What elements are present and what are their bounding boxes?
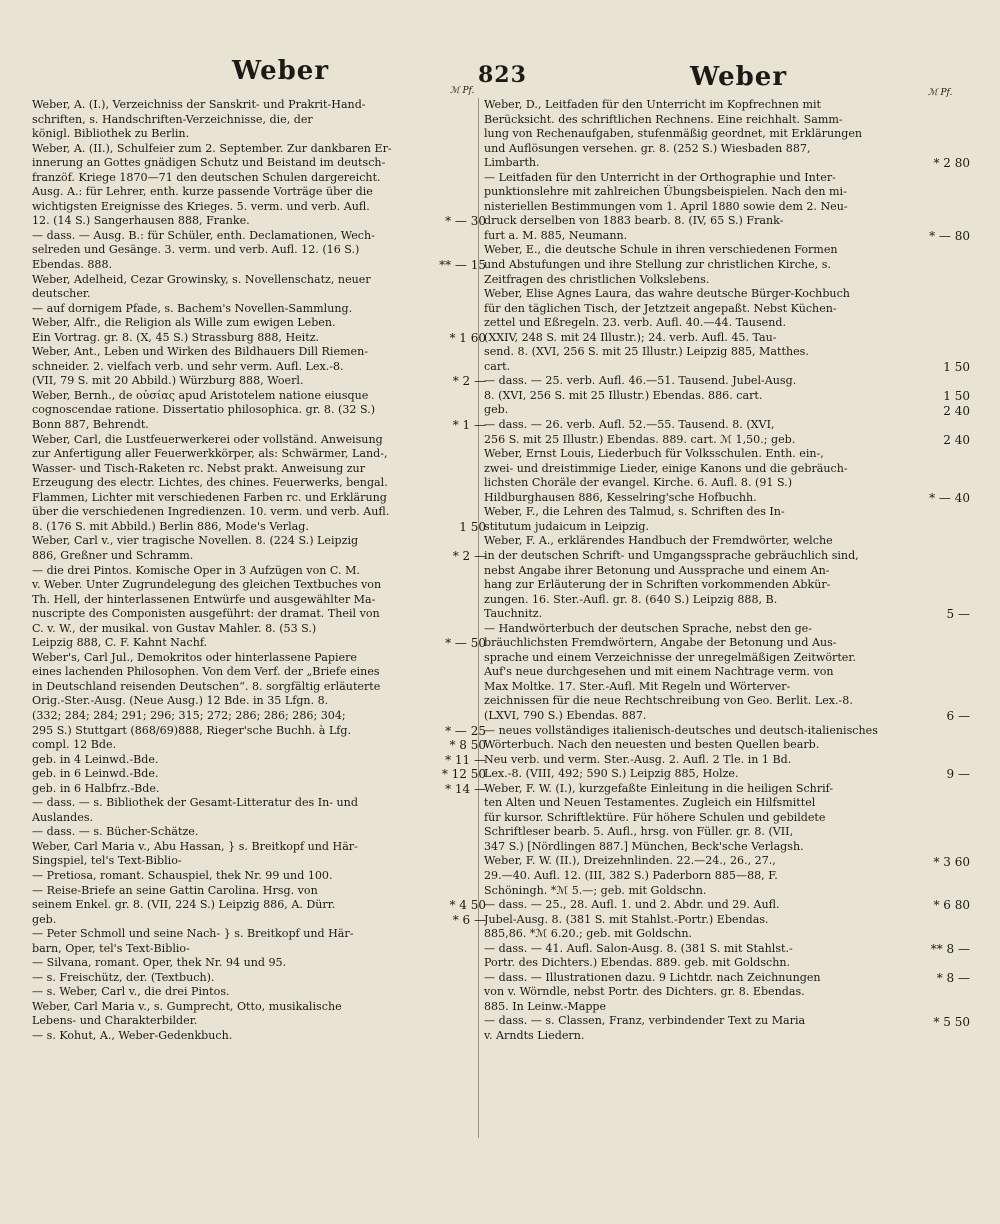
catalog-line: Weber, Carl, die Lustfeuerwerkerei oder vollständ. Anweisung — [32, 432, 383, 446]
catalog-line: — Pretiosa, romant. Schauspiel, thek Nr. 99 und 100. — [32, 868, 333, 882]
catalog-line: — Silvana, romant. Oper, thek Nr. 94 und 95. — [32, 956, 287, 970]
price-entry: * 5 50 — [933, 1014, 970, 1029]
catalog-line: v. Arndts Liedern. — [484, 1029, 585, 1042]
catalog-line: nisteriellen Bestimmungen vom 1. April 1880 sowie dem 2. Neu- — [484, 199, 848, 213]
catalog-line: nuscripte des Componisten ausgeführt: der dramat. Theil von — [32, 607, 380, 621]
catalog-line: barn, Oper, tel's Text-Biblio- — [32, 941, 190, 955]
catalog-line: ten Alten und Neuen Testamentes. Zugleich ein Hilfsmittel — [484, 796, 816, 810]
catalog-line: 885. In Leinw.-Mappe — [484, 999, 607, 1013]
catalog-line: — dass. — 25., 28. Aufl. 1. und 2. Abdr. und 29. Aufl. — [484, 898, 780, 912]
catalog-line: Orig.-Ster.-Ausg. (Neue Ausg.) 12 Bde. in 35 Lfgn. 8. — [32, 694, 329, 708]
catalog-line: 885,86. *ℳ 6.20.; geb. mit Goldschn. — [484, 927, 693, 941]
catalog-line: bräuchlichsten Fremdwörtern, Angabe der Betonung und Aus- — [484, 636, 837, 650]
catalog-line: zwei- und dreistimmige Lieder, einige Kanons und die gebräuch- — [484, 461, 848, 475]
catalog-line: 347 S.) [Nördlingen 887.] München, Beck'sche Verlagsh. — [484, 839, 804, 853]
catalog-line: 29.—40. Aufl. 12. (III, 382 S.) Paderborn 885—88, F. — [484, 868, 778, 882]
catalog-line: schriften, s. Handschriften-Verzeichnisse, die, der — [32, 112, 313, 126]
price-entry: 2 40 — [943, 432, 970, 447]
catalog-line: zettel und Eßregeln. 23. verb. Aufl. 40.—44. Tausend. — [484, 316, 786, 330]
catalog-line: geb. — [32, 912, 57, 926]
catalog-line: Neu verb. und verm. Ster.-Ausg. 2. Aufl. 2 Tle. in 1 Bd. — [484, 752, 792, 766]
catalog-line: — auf dornigem Pfade, s. Bachem's Novellen-Sammlung. — [32, 301, 353, 315]
catalog-line: Weber, E., die deutsche Schule in ihren verschiedenen Formen — [484, 243, 838, 257]
catalog-line: Weber, Alfr., die Religion als Wille zum ewigen Leben. — [32, 316, 336, 330]
catalog-line: Weber, Elise Agnes Laura, das wahre deutsche Bürger-Kochbuch — [484, 287, 850, 301]
price-entry: 2 40 — [943, 403, 970, 418]
catalog-line: Weber, F., die Lehren des Talmud, s. Schriften des In- — [484, 505, 785, 519]
catalog-line: für den täglichen Tisch, der Jetztzeit angepaßt. Nebst Küchen- — [484, 301, 837, 315]
catalog-line: Weber, Adelheid, Cezar Growinsky, s. Novellenschatz, neuer — [32, 272, 371, 286]
price-entry: ** 8 — — [930, 941, 970, 956]
catalog-line: zungen. 16. Ster.-Aufl. gr. 8. (640 S.) Leipzig 888, B. — [484, 592, 778, 606]
catalog-line: Th. Hell, der hinterlassenen Entwürfe und ausgewählter Ma- — [32, 592, 376, 606]
catalog-line: Weber, Ernst Louis, Liederbuch für Volksschulen. Enth. ein-, — [484, 447, 824, 461]
catalog-line: — dass. — s. Bücher-Schätze. — [32, 825, 199, 839]
catalog-line: stitutum judaicum in Leipzig. — [484, 519, 650, 533]
catalog-line: 12. (14 S.) Sangerhausen 888, Franke. — [32, 214, 250, 228]
price-entry: * 1 — — [452, 418, 486, 433]
catalog-line: Wasser- und Tisch-Raketen rc. Nebst prakt. Anweisung zur — [32, 461, 365, 475]
catalog-line: Hildburghausen 886, Kesselring'sche Hofbuchh. — [484, 490, 757, 504]
price-entry: * 8 50 — [449, 738, 486, 753]
catalog-line: Portr. des Dichters.) Ebendas. 889. geb. mit Goldschn. — [484, 956, 791, 970]
catalog-line: hang zur Erläuterung der in Schriften vorkommenden Abkür- — [484, 578, 831, 592]
catalog-line: Weber, Carl v., vier tragische Novellen. 8. (224 S.) Leipzig — [32, 534, 359, 548]
catalog-line: innerung an Gottes gnädigen Schutz und Beistand im deutsch- — [32, 156, 386, 170]
price-entry: 1 50 — [943, 359, 970, 374]
catalog-line: sprache und einem Verzeichnisse der unregelmäßigen Zeitwörter. — [484, 650, 856, 664]
catalog-line: 8. (176 S. mit Abbild.) Berlin 886, Mode's Verlag. — [32, 519, 309, 533]
catalog-line: — dass. — 25. verb. Aufl. 46.—51. Tausend. Jubel-Ausg. — [484, 374, 797, 388]
catalog-line: in der deutschen Schrift- und Umgangssprache gebräuchlich sind, — [484, 548, 859, 562]
page-number: 823 — [478, 62, 527, 88]
catalog-line: (VII, 79 S. mit 20 Abbild.) Würzburg 888, Woerl. — [32, 374, 304, 388]
catalog-line: — dass. — 41. Aufl. Salon-Ausg. 8. (381 S. mit Stahlst.- — [484, 941, 793, 955]
catalog-line: (XXIV, 248 S. mit 24 Illustr.); 24. verb. Aufl. 45. Tau- — [484, 330, 777, 344]
catalog-line: — dass. — 26. verb. Aufl. 52.—55. Tausend. 8. (XVI, — [484, 418, 775, 432]
price-entry: * 2 — — [452, 374, 486, 389]
catalog-line: geb. in 6 Leinwd.-Bde. — [32, 767, 159, 781]
catalog-line: Singspiel, tel's Text-Biblio- — [32, 854, 182, 868]
catalog-line: Weber's, Carl Jul., Demokritos oder hinterlassene Papiere — [32, 650, 357, 664]
price-entry: * 14 — — [445, 781, 486, 796]
catalog-line: Zeitfragen des christlichen Volkslebens. — [484, 272, 710, 286]
catalog-line: Ausg. A.: für Lehrer, enth. kurze passende Vorträge über die — [32, 185, 373, 199]
catalog-line: — die drei Pintos. Komische Oper in 3 Aufzügen von C. M. — [32, 563, 360, 577]
catalog-line: Schöningh. *ℳ 5.—; geb. mit Goldschn. — [484, 883, 707, 897]
catalog-line: — Leitfaden für den Unterricht in der Orthographie und Inter- — [484, 170, 836, 184]
catalog-line: Ein Vortrag. gr. 8. (X, 45 S.) Strassburg 888, Heitz. — [32, 330, 320, 344]
left-column — [32, 98, 462, 1044]
right-column — [484, 98, 910, 1044]
catalog-line: 256 S. mit 25 Illustr.) Ebendas. 889. cart. ℳ 1,50.; geb. — [484, 432, 796, 446]
price-entry: * — 25 — [445, 723, 486, 738]
price-entry: * 3 60 — [933, 854, 970, 869]
catalog-line: Weber, Ant., Leben und Wirken des Bildhauers Dill Riemen- — [32, 345, 369, 359]
price-entry: * 2 80 — [933, 156, 970, 171]
catalog-line: nebst Angabe ihrer Betonung und Aussprache und einem An- — [484, 563, 830, 577]
price-entry: ** — 15 — [439, 258, 486, 273]
catalog-line: cart. — [484, 359, 511, 373]
catalog-line: in Deutschland reisenden Deutschen“. 8. sorgfältig erläuterte — [32, 679, 381, 693]
catalog-line: — Handwörterbuch der deutschen Sprache, nebst den ge- — [484, 621, 812, 635]
catalog-line: Max Moltke. 17. Ster.-Aufl. Mit Regeln und Wörterver- — [484, 679, 791, 693]
catalog-line: Jubel-Ausg. 8. (381 S. mit Stahlst.-Portr.) Ebendas. — [484, 912, 769, 926]
price-entry: 5 — — [946, 607, 970, 622]
catalog-line: — Reise-Briefe an seine Gattin Carolina. Hrsg. von — [32, 883, 318, 897]
catalog-line: geb. in 6 Halbfrz.-Bde. — [32, 781, 160, 795]
catalog-line: Leipzig 888, C. F. Kahnt Nachf. — [32, 636, 208, 650]
catalog-line: Weber, F. W. (II.), Dreizehnlinden. 22.—24., 26., 27., — [484, 854, 776, 868]
catalog-line: Weber, D., Leitfaden für den Unterricht im Kopfrechnen mit — [484, 98, 821, 111]
catalog-line: Berücksicht. des schriftlichen Rechnens. Eine reichhalt. Samm- — [484, 112, 843, 126]
price-entry: * — 80 — [929, 228, 970, 243]
price-entry: 1 50 — [943, 389, 970, 403]
right-running-head: Weber — [690, 62, 788, 92]
price-entry: 1 50 — [459, 519, 486, 534]
catalog-line: C. v. W., der musikal. von Gustav Mahler. 8. (53 S.) — [32, 621, 317, 635]
catalog-line: lung von Rechenaufgaben, stufenmäßig geordnet, mit Erklärungen — [484, 127, 863, 141]
catalog-line: v. Weber. Unter Zugrundelegung des gleichen Textbuches von — [32, 578, 382, 592]
catalog-line: deutscher. — [32, 287, 91, 301]
catalog-line: (332; 284; 284; 291; 296; 315; 272; 286; 286; 286; 304; — [32, 708, 346, 722]
catalog-line: Weber, F. W. (I.), kurzgefaßte Einleitung in die heiligen Schrif- — [484, 781, 834, 795]
catalog-line: Weber, Carl Maria v., s. Gumprecht, Otto, musikalische — [32, 999, 342, 1013]
left-running-head: Weber — [232, 56, 330, 86]
catalog-line: zeichnissen für die neue Rechtschreibung von Geo. Berlit. Lex.-8. — [484, 694, 853, 708]
price-entry: * 6 80 — [933, 898, 970, 913]
price-entry: * 12 50 — [441, 767, 486, 782]
catalog-line: eines lachenden Philosophen. Von dem Verf. der „Briefe eines — [32, 665, 380, 679]
price-entry: 9 — — [946, 767, 970, 782]
price-entry: * 4 50 — [449, 898, 486, 913]
catalog-line: selreden und Gesänge. 3. verm. und verb. Aufl. 12. (16 S.) — [32, 243, 360, 257]
catalog-line: Lex.-8. (VIII, 492; 590 S.) Leipzig 885, Holze. — [484, 767, 739, 781]
catalog-line: cognoscendae ratione. Dissertatio philosophica. gr. 8. (32 S.) — [32, 403, 376, 417]
catalog-line: Weber, Carl Maria v., Abu Hassan, } s. Breitkopf und Här- — [32, 839, 358, 853]
catalog-line: königl. Bibliothek zu Berlin. — [32, 127, 190, 141]
catalog-line: Weber, A. (II.), Schulfeier zum 2. September. Zur dankbaren Er- — [32, 141, 392, 155]
catalog-line: Ebendas. 888. — [32, 258, 113, 272]
catalog-line: lichsten Choräle der evangel. Kirche. 6. Aufl. 8. (91 S.) — [484, 476, 793, 490]
catalog-line: Weber, A. (I.), Verzeichniss der Sanskrit- und Prakrit-Hand- — [32, 98, 366, 111]
catalog-line: geb. in 4 Leinwd.-Bde. — [32, 752, 159, 766]
catalog-line: 886, Greßner und Schramm. — [32, 548, 194, 562]
catalog-line: zur Anfertigung aller Feuerwerkkörper, als: Schwärmer, Land-, — [32, 447, 388, 461]
catalog-line: — dass. — Ausg. B.: für Schüler, enth. Declamationen, Wech- — [32, 228, 375, 242]
catalog-line: — Peter Schmoll und seine Nach- } s. Breitkopf und Här- — [32, 927, 354, 941]
catalog-line: Auslandes. — [32, 810, 94, 824]
catalog-line: über die verschiedenen Ingredienzen. 10. verm. und verb. Aufl. — [32, 505, 390, 519]
price-entry: * — 40 — [929, 490, 970, 505]
catalog-line: — s. Weber, Carl v., die drei Pintos. — [32, 985, 230, 999]
catalog-line: Lebens- und Charakterbilder. — [32, 1014, 198, 1028]
price-entry: * 1 60 — [449, 330, 486, 345]
catalog-line: furt a. M. 885, Neumann. — [484, 228, 628, 242]
catalog-line: compl. 12 Bde. — [32, 738, 117, 752]
left-price-header: ℳ Pf. — [450, 86, 475, 96]
catalog-line: Limbarth. — [484, 156, 540, 170]
price-entry: * — 30 — [445, 214, 486, 229]
catalog-line: Schriftleser bearb. 5. Aufl., hrsg. von Füller. gr. 8. (VII, — [484, 825, 794, 839]
catalog-line: — neues vollständiges italienisch-deutsches und deutsch-italienisches — [484, 723, 878, 737]
price-entry: * 8 — — [936, 971, 970, 985]
catalog-line: — s. Freischütz, der. (Textbuch). — [32, 970, 215, 984]
catalog-line: 295 S.) Stuttgart (868/69)888, Rieger'sche Buchh. à Lfg. — [32, 723, 352, 737]
column-divider — [478, 98, 479, 1138]
catalog-line: (LXVI, 790 S.) Ebendas. 887. — [484, 708, 647, 722]
catalog-line: Flammen, Lichter mit verschiedenen Farben rc. und Erklärung — [32, 490, 387, 504]
catalog-line: geb. — [484, 403, 509, 417]
catalog-line: Tauchnitz. — [484, 607, 543, 621]
price-entry: * — 50 — [445, 636, 486, 651]
catalog-line: — dass. — s. Classen, Franz, verbindender Text zu Maria — [484, 1014, 806, 1028]
catalog-line: 8. (XVI, 256 S. mit 25 Illustr.) Ebendas. 886. cart. — [484, 388, 763, 402]
catalog-line: franzöf. Kriege 1870—71 den deutschen Schulen dargereicht. — [32, 170, 381, 184]
catalog-line: Bonn 887, Behrendt. — [32, 418, 149, 432]
catalog-line: druck derselben von 1883 bearb. 8. (IV, 65 S.) Frank- — [484, 214, 784, 228]
price-entry: 6 — — [946, 709, 970, 724]
right-price-header: ℳ Pf. — [928, 88, 953, 98]
catalog-line: wichtigsten Ereignisse des Krieges. 5. verm. und verb. Aufl. — [32, 199, 370, 213]
catalog-line: und Auflösungen versehen. gr. 8. (252 S.) Wiesbaden 887, — [484, 141, 811, 155]
catalog-line: für kursor. Schriftlektüre. Für höhere Schulen und gebildete — [484, 810, 826, 824]
catalog-line: seinem Enkel. gr. 8. (VII, 224 S.) Leipzig 886, A. Dürr. — [32, 898, 336, 912]
price-entry: * 2 — — [452, 549, 486, 564]
catalog-line: von v. Wörndle, nebst Portr. des Dichters. gr. 8. Ebendas. — [484, 985, 805, 999]
catalog-line: punktionslehre mit zahlreichen Übungsbeispielen. Nach den mi- — [484, 185, 847, 199]
catalog-line: — s. Kohut, A., Weber-Gedenkbuch. — [32, 1029, 233, 1042]
price-entry: * 11 — — [445, 752, 486, 767]
catalog-line: — dass. — s. Bibliothek der Gesamt-Litteratur des In- und — [32, 796, 358, 810]
catalog-line: und Abstufungen und ihre Stellung zur christlichen Kirche, s. — [484, 258, 831, 272]
price-entry: * 6 — — [452, 912, 486, 927]
catalog-line: Weber, Bernh., de οὐσίας apud Aristotelem natione eiusque — [32, 388, 369, 402]
catalog-line: — dass. — Illustrationen dazu. 9 Lichtdr. nach Zeichnungen — [484, 970, 821, 984]
catalog-line: Auf's neue durchgesehen und mit einem Nachtrage verm. von — [484, 665, 834, 679]
catalog-line: Erzeugung des electr. Lichtes, des chines. Feuerwerks, bengal. — [32, 476, 388, 490]
catalog-line: send. 8. (XVI, 256 S. mit 25 Illustr.) Leipzig 885, Matthes. — [484, 345, 809, 359]
catalog-line: Weber, F. A., erklärendes Handbuch der Fremdwörter, welche — [484, 534, 833, 548]
catalog-line: Wörterbuch. Nach den neuesten und besten Quellen bearb. — [484, 738, 820, 752]
catalog-line: schneider. 2. vielfach verb. und sehr verm. Aufl. Lex.-8. — [32, 359, 344, 373]
